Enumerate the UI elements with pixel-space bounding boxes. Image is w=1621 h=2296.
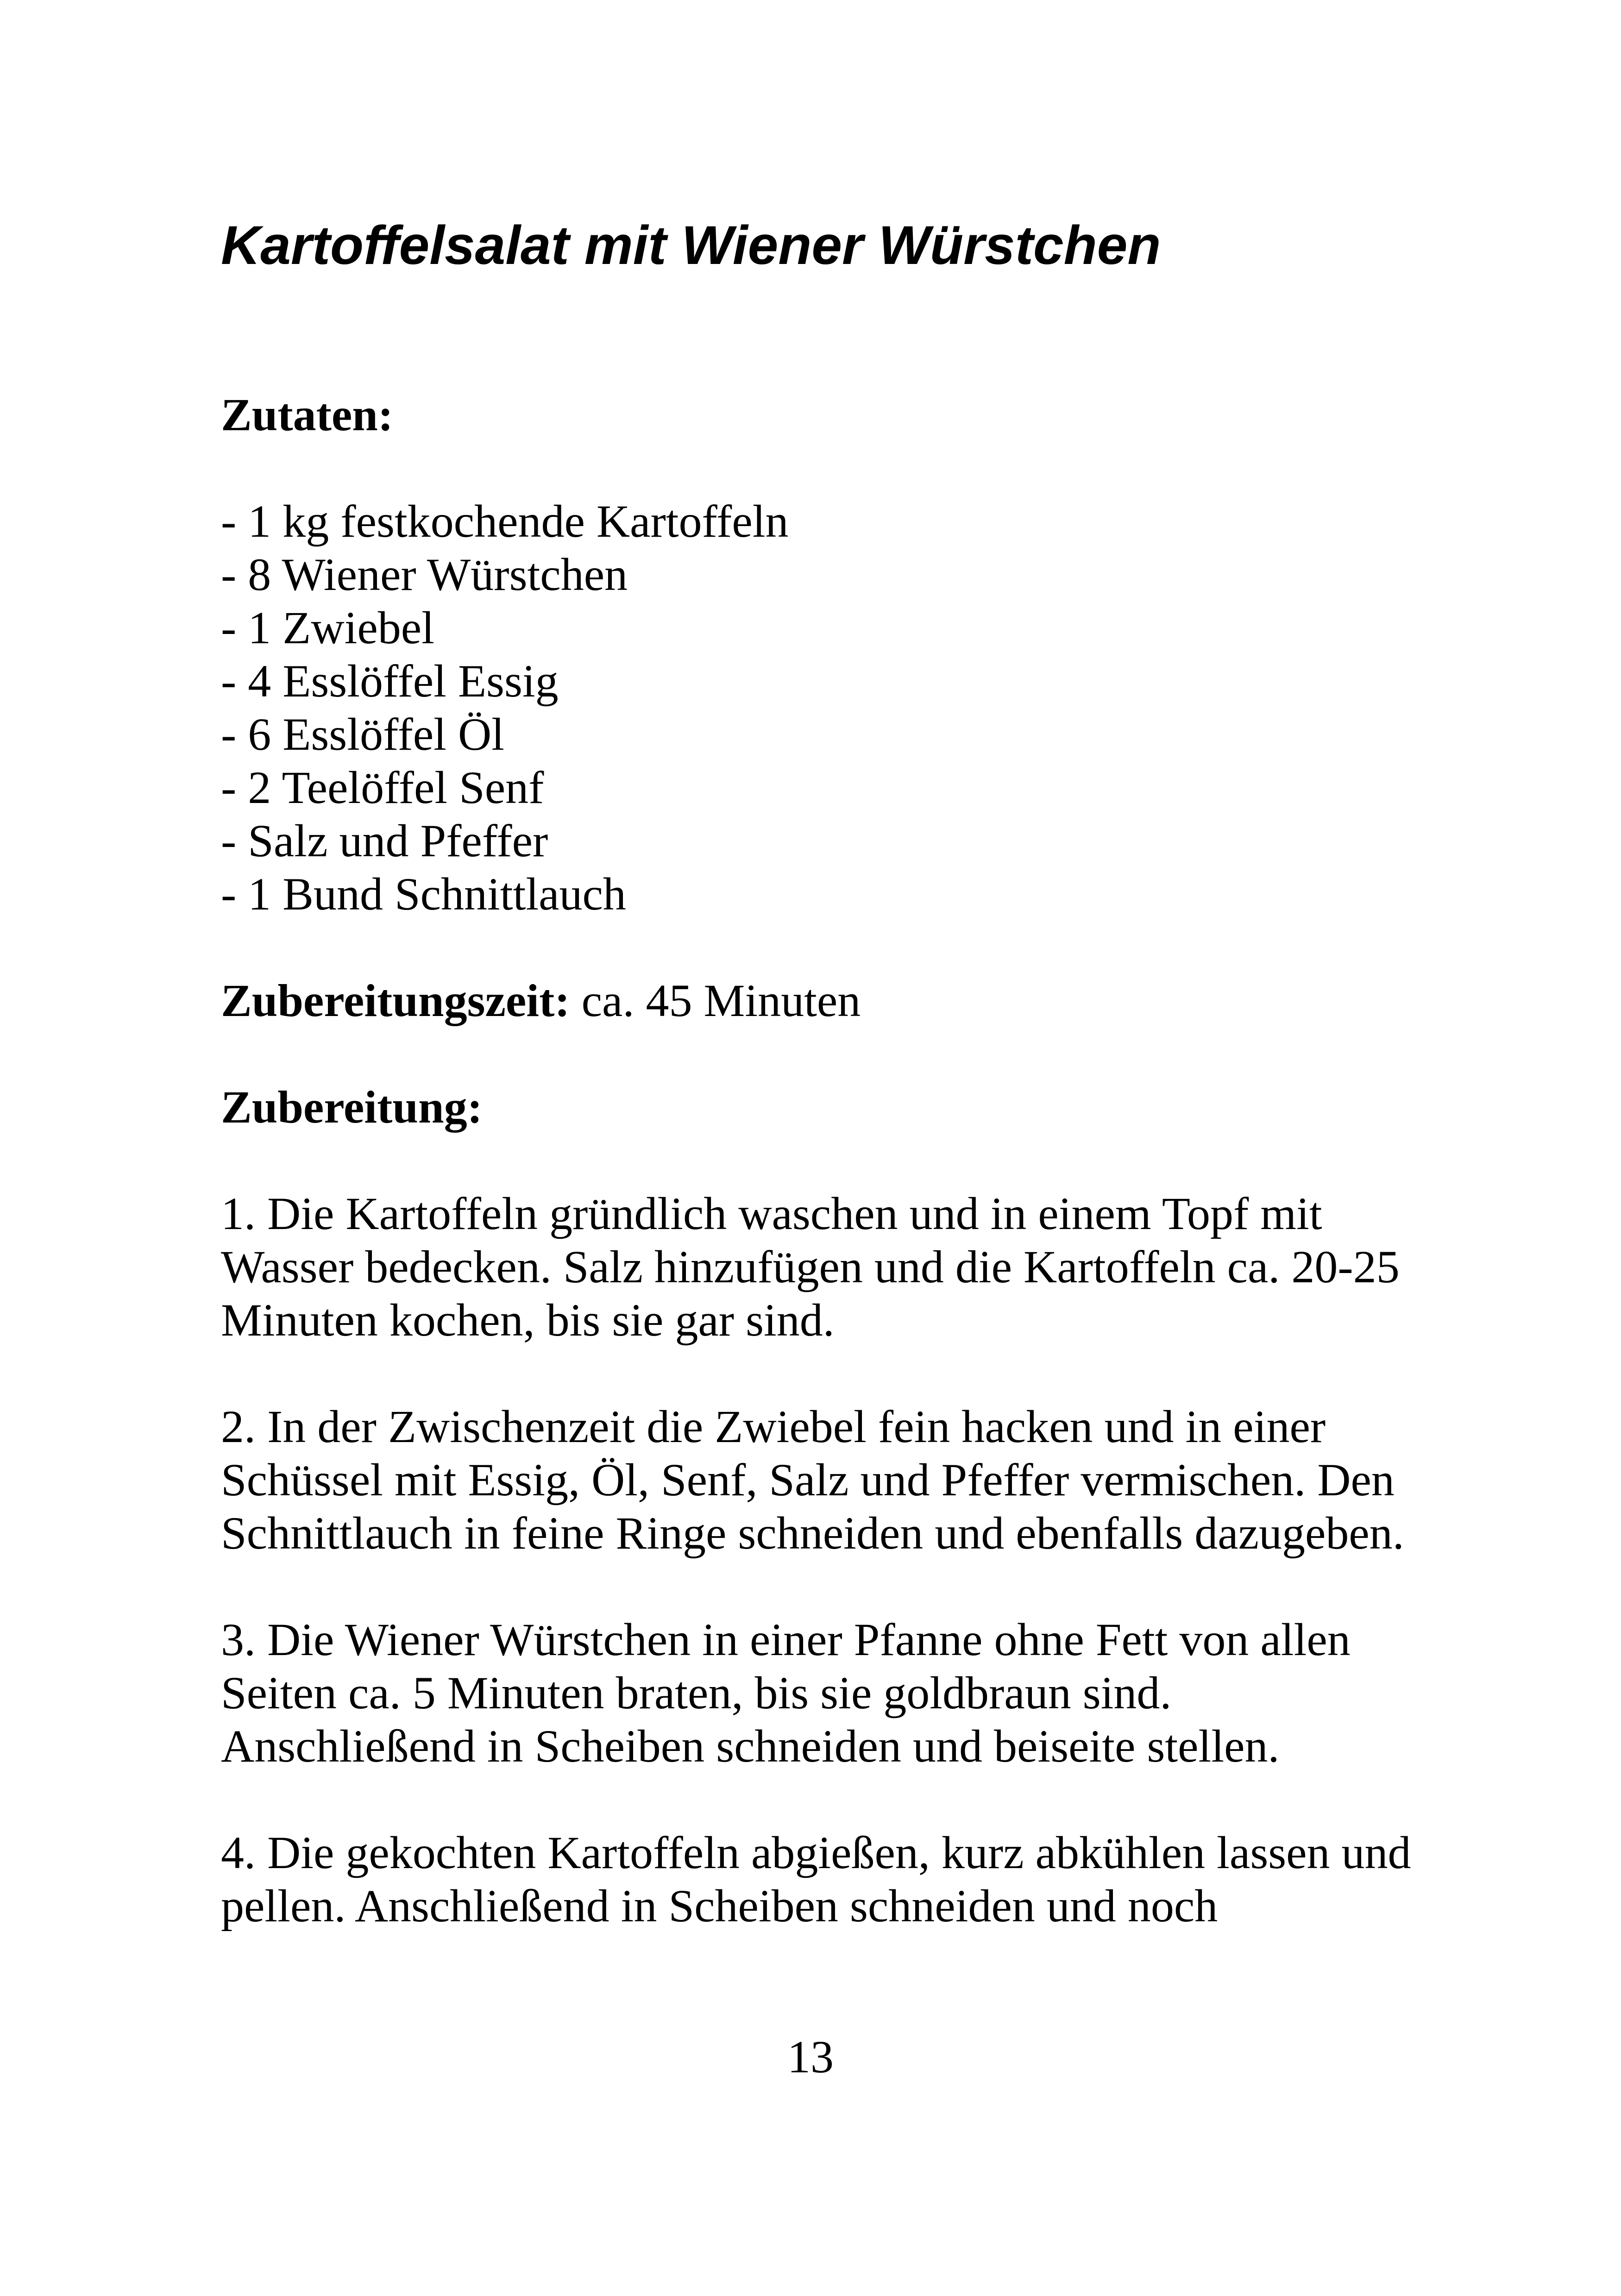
step-paragraph-4: 4. Die gekochten Kartoffeln abgießen, kurz abkühlen lassen und pellen. Anschließend in Scheiben schneiden und noch — [221, 1826, 1411, 1932]
spacer — [221, 921, 1425, 974]
recipe-title: Kartoffelsalat mit Wiener Würstchen — [221, 215, 1161, 276]
ingredient-item: - 4 Esslöffel Essig — [221, 655, 559, 707]
spacer — [221, 1134, 1425, 1187]
step-paragraph-3: 3. Die Wiener Würstchen in einer Pfanne ohne Fett von allen Seiten ca. 5 Minuten braten, bis sie goldbraun sind. Anschließend in Scheiben schneiden und beiseite stellen. — [221, 1613, 1351, 1772]
ingredient-item: - 2 Teelöffel Senf — [221, 761, 544, 813]
step-paragraph-2: 2. In der Zwischenzeit die Zwiebel fein hacken und in einer Schüssel mit Essig, Öl, Senf, Salz und Pfeffer vermischen. Den Schnittlauch in feine Ringe schneiden und ebenfalls dazugeben. — [221, 1400, 1404, 1559]
ingredients-heading: Zutaten: — [221, 389, 394, 440]
preparation-heading: Zubereitung: — [221, 1081, 483, 1133]
prep-time — [221, 974, 1425, 1027]
ingredient-item: - 1 Bund Schnittlauch — [221, 868, 626, 920]
ingredient-item: - 1 Zwiebel — [221, 602, 434, 653]
spacer — [221, 1560, 1425, 1613]
spacer — [221, 441, 1425, 495]
prep-time-value: ca. 45 Minuten — [570, 974, 861, 1026]
step-paragraph-1: 1. Die Kartoffeln gründlich waschen und in einem Topf mit Wasser bedecken. Salz hinzufügen und die Kartoffeln ca. 20-25 Minuten kochen, bis sie gar sind. — [221, 1187, 1400, 1346]
page-number: 13 — [787, 2031, 834, 2083]
spacer — [221, 1347, 1425, 1400]
ingredients-list — [221, 495, 1425, 921]
ingredient-item: - 1 kg festkochende Kartoffeln — [221, 495, 789, 547]
prep-time-label: Zubereitungszeit: — [221, 974, 570, 1026]
ingredient-item: - 6 Esslöffel Öl — [221, 708, 504, 760]
spacer — [221, 1027, 1425, 1080]
page-content — [221, 213, 1425, 1932]
ingredient-item: - Salz und Pfeffer — [221, 815, 548, 866]
ingredient-item: - 8 Wiener Würstchen — [221, 548, 628, 600]
spacer — [221, 1773, 1425, 1826]
